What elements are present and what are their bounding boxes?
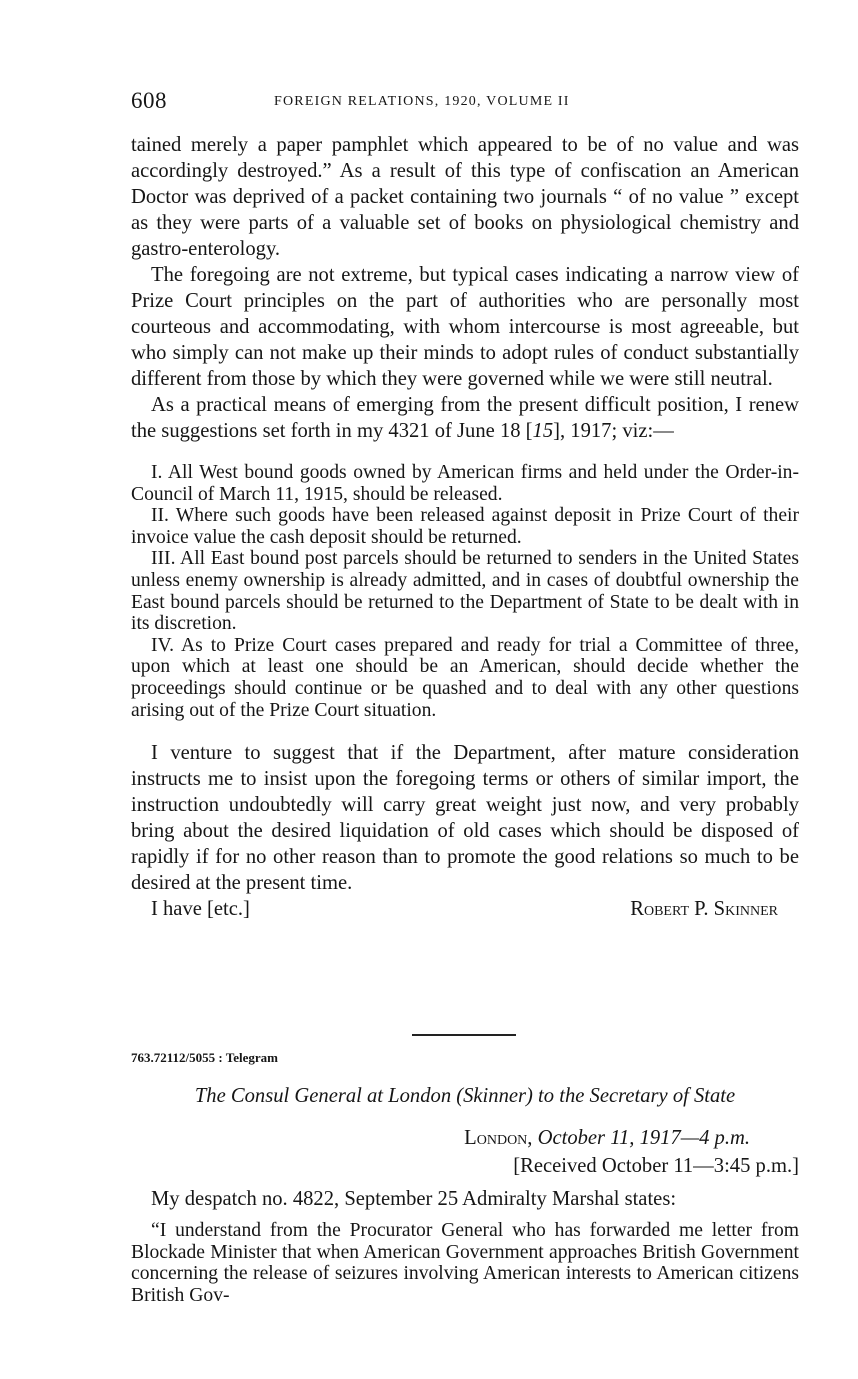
telegram-opening: My despatch no. 4822, September 25 Admiralty Marshal states: [151,1188,677,1210]
dateline-date: October 11, 1917—4 p.m. [537,1127,750,1149]
dateline-city: London, [464,1127,533,1149]
signoff [131,896,799,922]
footnote-ref: 15 [532,420,554,442]
telegram-body [131,1186,799,1306]
page-header [131,88,799,118]
title-text-end: ) to the Secretary of State [526,1085,736,1107]
dateline [464,1127,750,1150]
telegram-quote: “I understand from the Procurator General who has forwarded me letter from Blockade Minister that when American Government approaches British Government concerning the release of seizures involving American interests to American citizens British Gov- [131,1220,799,1306]
title-name: Skinner [463,1085,527,1107]
list-item: II. Where such goods have been released against deposit in Prize Court of their invoice value the cash deposit should be returned. [131,505,799,548]
file-reference: 763.72112/5055 : Telegram [131,1050,278,1065]
page-number: 608 [131,88,167,113]
paragraph-1: tained merely a paper pamphlet which appeared to be of no value and was accordingly destroyed.” As a result of this type of confiscation an American Doctor was deprived of a packet containing two journals “ of no value ” except as they were parts of a valuable set of books on physiological chemistry and gastro-enterology. [131,134,799,260]
list-item: IV. As to Prize Court cases prepared and ready for trial a Committee of three, upon which at least one should be an American, should decide whether the proceedings should continue or be quashed and to deal with any other questions arising out of the Prize Court situation. [131,634,799,721]
paragraph-2: The foregoing are not extreme, but typical cases indicating a narrow view of Prize Court principles on the part of authorities who are personally most courteous and accommodating, with whom intercourse is most agreeable, but who simply can not make up their minds to adopt rules of conduct substantially different from those by which they were governed while we were still neutral. [131,264,799,390]
paragraph-3 [131,392,799,444]
list-item: III. All East bound post parcels should be returned to senders in the United States unless enemy ownership is already admitted, and in cases of doubtful ownership the East bound parcels should be returned to the Department of State to be dealt with in its discretion. [131,548,799,635]
suggestion-list [131,462,799,721]
title-text: The Consul General at London ( [194,1085,464,1107]
running-head: FOREIGN RELATIONS, 1920, VOLUME II [274,94,570,109]
received-note: [Received October 11—3:45 p.m.] [513,1155,799,1177]
paragraph-3-text-end: ], 1917; viz:— [553,420,674,442]
list-item: I. All West bound goods owned by American firms and held under the Order-in-Council of March 11, 1915, should be released. [131,462,799,505]
paragraph-3-text: As a practical means of emerging from the present difficult position, I renew the suggestions set forth in my 4321 of June 18 [ [131,394,799,442]
closing: I have [etc.] [151,898,250,921]
signature: Robert P. Skinner [630,898,778,921]
letter-body [131,132,799,922]
paragraph-4: I venture to suggest that if the Department, after mature consideration instructs me to insist upon the foregoing terms or others of similar import, the instruction undoubtedly will carry great weight just now, and very probably bring about the desired liquidation of old cases which should be disposed of rapidly if for no other reason than to promote the good relations so much to be desired at the present time. [131,742,799,895]
section-divider [412,1034,516,1036]
document-title [131,1085,799,1108]
